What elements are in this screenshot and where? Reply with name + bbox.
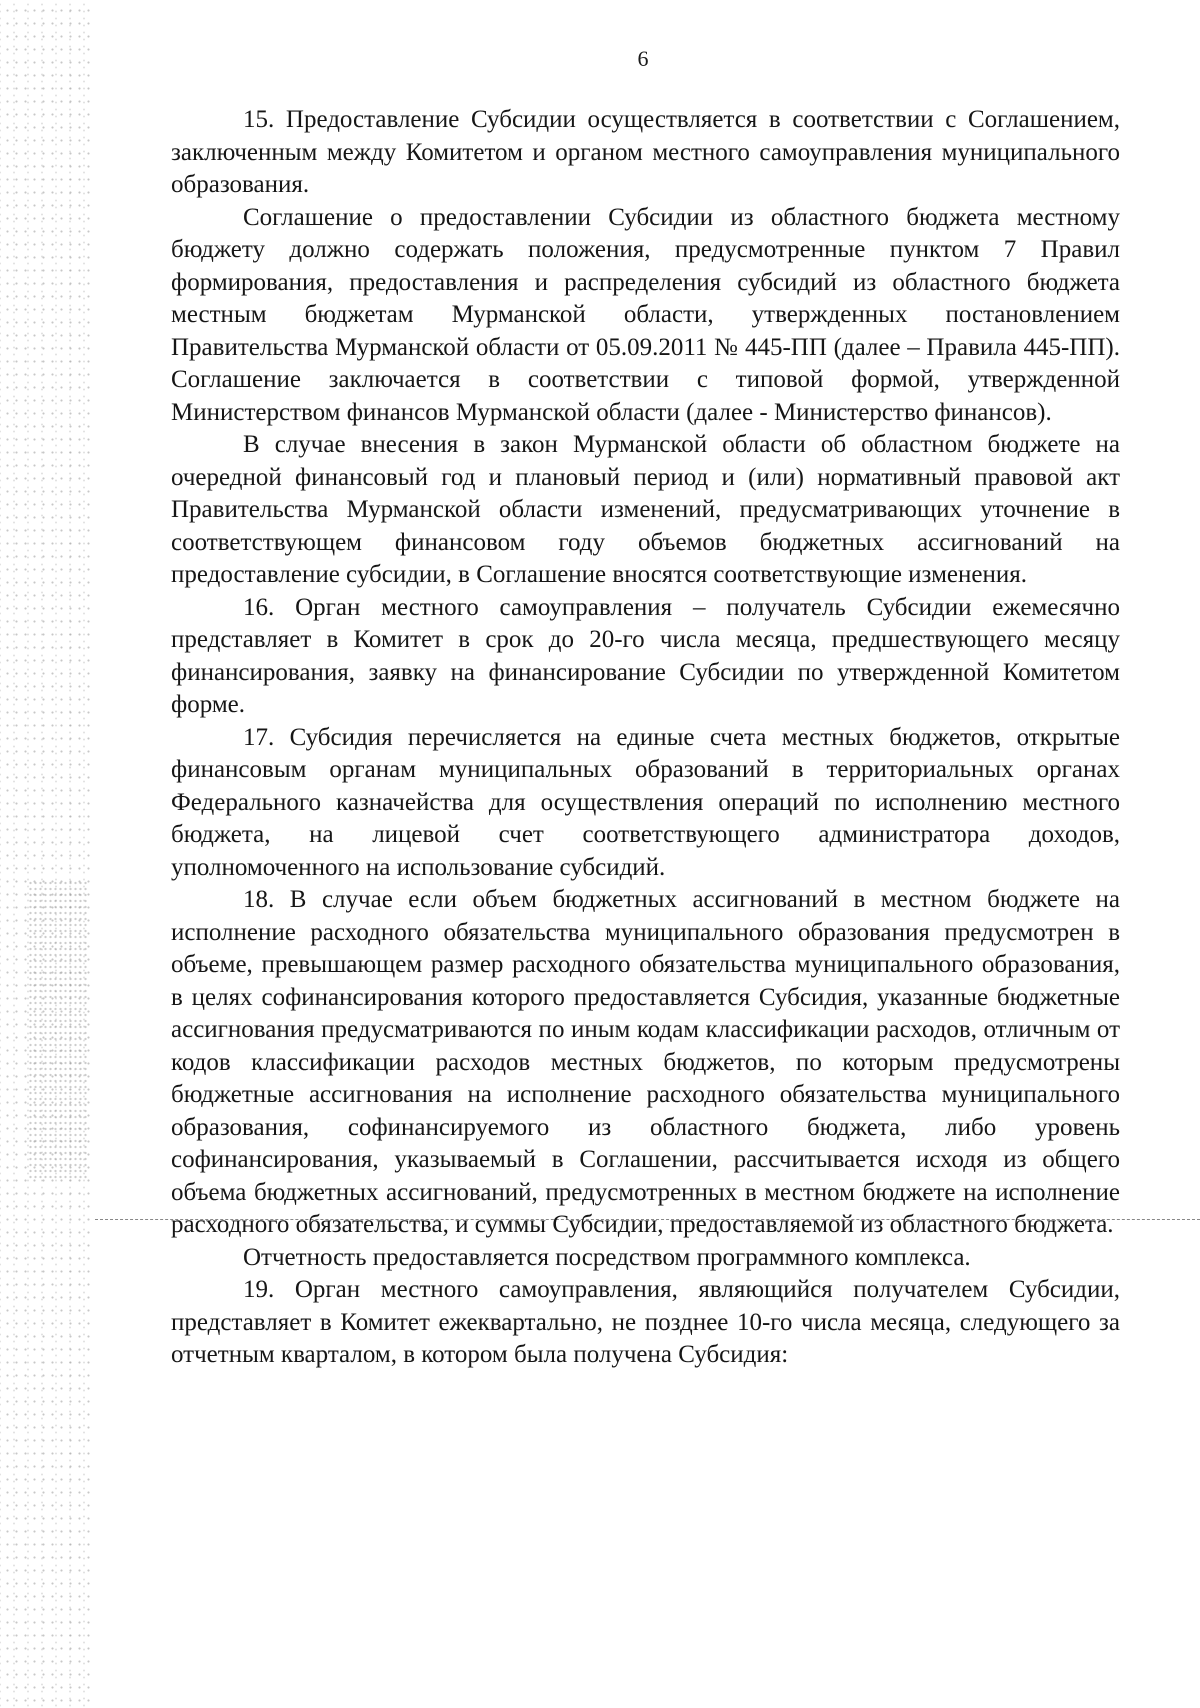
paragraph-16: 16. Орган местного самоуправления – получатель Субсидии ежемесячно представляет в Комитет в срок до 20-го числа месяца, предшествующего месяцу финансирования, заявку на финансирование Субсидии по утвержденной Комитетом форме. <box>171 593 1120 718</box>
paragraph-agreement: Соглашение о предоставлении Субсидии из областного бюджета местному бюджету должно содержать положения, предусмотренные пунктом 7 Правил формирования, предоставления и распределения субсидий из областного бюджета местным бюджетам Мурманской области, утвержденных постановлением Правительства Мурманской области от 05.09.2011 № 445-ПП (далее – Правила 445-ПП). Соглашение заключается в соответствии с типовой формой, утвержденной Министерством финансов Мурманской области (далее - Министерство финансов). <box>171 203 1120 426</box>
paragraph-reporting: Отчетность предоставляется посредством программного комплекса. <box>243 1243 971 1271</box>
document-body <box>171 104 1120 1372</box>
page-number: 6 <box>637 46 649 71</box>
paragraph-amendments: В случае внесения в закон Мурманской области об областном бюджете на очередной финансовый год и плановый период и (или) нормативный правовой акт Правительства Мурманской области изменений, предусматривающих уточнение в соответствующем финансовом году объемов бюджетных ассигнований на предоставление субсидии, в Соглашение вносятся соответствующие изменения. <box>171 431 1120 588</box>
paragraph-19: 19. Орган местного самоуправления, являющийся получателем Субсидии, представляет в Комитет ежеквартально, не позднее 10-го числа месяца, следующего за отчетным кварталом, в котором была получена Субсидия: <box>171 1276 1120 1368</box>
paragraph-15: 15. Предоставление Субсидии осуществляется в соответствии с Соглашением, заключенным между Комитетом и органом местного самоуправления муниципального образования. <box>171 106 1120 198</box>
paragraph-18: 18. В случае если объем бюджетных ассигнований в местном бюджете на исполнение расходного обязательства муниципального образования предусмотрен в объеме, превышающем размер расходного обязательства муниципального образования, в целях софинансирования которого предоставляется Субсидия, указанные бюджетные ассигнования предусматриваются по иным кодам классификации расходов, отличным от кодов классификации расходов местных бюджетов, по которым предусмотрены бюджетные ассигнования на исполнение расходного обязательства муниципального образования, софинансируемого из областного бюджета, либо уровень софинансирования, указываемый в Соглашении, рассчитывается исходя из общего объема бюджетных ассигнований, предусмотренных в местном бюджете на исполнение расходного обязательства, и суммы Субсидии, предоставляемой из областного бюджета. <box>171 886 1120 1238</box>
scan-margin-noise <box>0 0 95 1708</box>
paragraph-17: 17. Субсидия перечисляется на единые счета местных бюджетов, открытые финансовым органам муниципальных образований в территориальных органах Федерального казначейства для осуществления операций по исполнению местного бюджета, на лицевой счет соответствующего администратора доходов, уполномоченного на использование субсидий. <box>171 723 1120 881</box>
